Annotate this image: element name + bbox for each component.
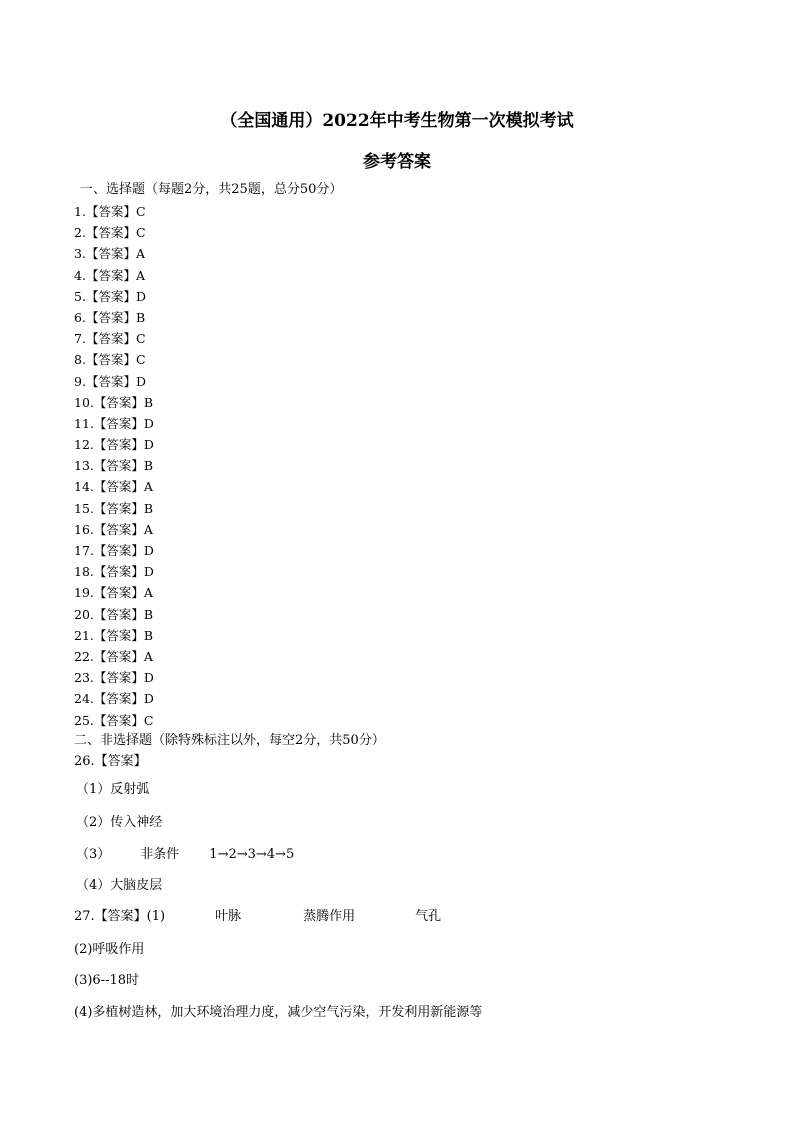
q26-heading: 26.【答案】 (74, 754, 147, 769)
answer-label: 【答案】 (93, 670, 144, 686)
answer-row (74, 690, 154, 711)
answer-list (74, 203, 154, 733)
q26-part3-prefix: （3） (76, 847, 111, 862)
answer-label: 【答案】 (93, 415, 144, 431)
answer-number: 13. (74, 458, 94, 474)
answer-number: 22. (74, 648, 94, 664)
q27-part1-answer-b: 蒸腾作用 (303, 909, 356, 924)
answer-number: 20. (74, 606, 94, 622)
page-title: （全国通用）2022年中考生物第一次模拟考试 (220, 111, 574, 131)
answer-label: 【答案】 (85, 246, 136, 262)
answer-number: 11. (74, 415, 94, 431)
answer-number: 2. (74, 225, 86, 241)
answer-label: 【答案】 (93, 458, 144, 474)
answer-number: 17. (74, 543, 94, 558)
answer-label: 【答案】 (85, 331, 136, 347)
answer-row (74, 394, 154, 415)
q26-part4: （4）大脑皮层 (76, 878, 163, 893)
q26-part3-answer-a: 非条件 (140, 847, 180, 862)
answer-number: 21. (74, 627, 94, 643)
answer-number: 19. (74, 585, 94, 601)
answer-number: 8. (74, 352, 86, 368)
q27-part1 (74, 908, 441, 926)
answer-number: 14. (74, 479, 94, 495)
answer-number: 10. (74, 394, 94, 410)
answer-row (74, 415, 154, 436)
answer-label: 【答案】 (93, 606, 144, 622)
answer-value: A (143, 585, 153, 601)
answer-value: D (135, 288, 146, 304)
answer-number: 4. (74, 267, 86, 283)
q26-part3 (76, 846, 294, 864)
answer-number: 23. (74, 670, 94, 686)
answer-label: 【答案】 (93, 712, 144, 728)
answer-value: D (143, 670, 154, 686)
answer-row (74, 712, 154, 733)
q27-part2: (2)呼吸作用 (74, 942, 145, 957)
answer-value: A (143, 648, 153, 664)
answer-number: 6. (74, 309, 86, 325)
answer-row (74, 436, 154, 457)
answer-row (74, 563, 154, 584)
answer-value: C (143, 712, 154, 728)
answer-number: 12. (74, 437, 94, 453)
answer-row (74, 373, 154, 394)
answer-value: D (143, 691, 154, 707)
answer-value: D (143, 543, 154, 558)
answer-label: 【答案】 (85, 225, 136, 241)
answer-row (74, 288, 154, 309)
answer-number: 3. (74, 246, 86, 262)
answer-value: B (143, 627, 154, 643)
answer-value: B (143, 394, 154, 410)
answer-label: 【答案】 (93, 394, 144, 410)
answer-label: 【答案】 (85, 352, 136, 368)
answer-label: 【答案】 (93, 543, 144, 558)
q27-part1-answer-a: 叶脉 (215, 909, 242, 924)
q26-part3-answer-b: 1→2→3→4→5 (209, 847, 295, 862)
answer-value: D (143, 564, 154, 580)
answer-row (74, 478, 154, 499)
answer-row (74, 245, 154, 266)
answer-row (74, 309, 154, 330)
answer-label: 【答案】 (93, 691, 144, 707)
answer-row (74, 606, 154, 627)
answer-number: 1. (74, 204, 86, 219)
answer-value: A (135, 267, 145, 283)
answer-row (74, 542, 154, 563)
answer-value: D (135, 373, 146, 389)
answer-label: 【答案】 (93, 521, 144, 537)
answer-row (74, 224, 154, 245)
answer-row (74, 627, 154, 648)
answer-label: 【答案】 (93, 564, 144, 580)
answer-value: B (143, 500, 154, 516)
answer-label: 【答案】 (93, 479, 144, 495)
answer-number: 7. (74, 331, 86, 347)
answer-label: 【答案】 (85, 204, 136, 219)
answer-number: 5. (74, 288, 86, 304)
answer-label: 【答案】 (93, 627, 144, 643)
q26-part2: （2）传入神经 (76, 815, 163, 830)
answer-row (74, 669, 154, 690)
answer-value: C (135, 204, 146, 219)
q27-part3: (3)6--18时 (74, 973, 140, 988)
answer-value: B (135, 309, 146, 325)
answer-number: 15. (74, 500, 94, 516)
q27-heading: 27.【答案】(1) (74, 909, 166, 924)
section-heading-choice: 一、选择题（每题2分，共25题，总分50分） (80, 182, 343, 197)
answer-row (74, 457, 154, 478)
answer-number: 25. (74, 712, 94, 728)
answer-row (74, 330, 154, 351)
answer-value: C (135, 331, 146, 347)
answer-number: 24. (74, 691, 94, 707)
answer-value: A (135, 246, 145, 262)
answer-value: A (143, 521, 153, 537)
q27-part4: (4)多植树造林，加大环境治理力度，减少空气污染，开发利用新能源等 (74, 1005, 483, 1020)
q27-part1-answer-c: 气孔 (415, 909, 442, 924)
q26-part1: （1）反射弧 (76, 782, 150, 797)
answer-value: D (143, 437, 154, 453)
section-heading-non-choice: 二、非选择题（除特殊标注以外，每空2分，共50分） (74, 733, 385, 748)
answer-row (74, 521, 154, 542)
answer-value: D (143, 415, 154, 431)
answer-value: B (143, 606, 154, 622)
answer-number: 18. (74, 564, 94, 580)
answer-number: 16. (74, 521, 94, 537)
answer-label: 【答案】 (93, 500, 144, 516)
answer-value: A (143, 479, 153, 495)
answer-row (74, 203, 154, 224)
answer-row (74, 267, 154, 288)
answer-label: 【答案】 (85, 267, 136, 283)
answer-label: 【答案】 (93, 437, 144, 453)
answer-label: 【答案】 (85, 373, 136, 389)
answer-row (74, 648, 154, 669)
answer-label: 【答案】 (85, 309, 136, 325)
page-subtitle: 参考答案 (363, 152, 431, 172)
answer-row (74, 500, 154, 521)
answer-number: 9. (74, 373, 86, 389)
answer-value: C (135, 225, 146, 241)
answer-value: B (143, 458, 154, 474)
answer-label: 【答案】 (93, 585, 144, 601)
answer-row (74, 584, 154, 605)
answer-value: C (135, 352, 146, 368)
answer-label: 【答案】 (93, 648, 144, 664)
answer-label: 【答案】 (85, 288, 136, 304)
answer-row (74, 351, 154, 372)
